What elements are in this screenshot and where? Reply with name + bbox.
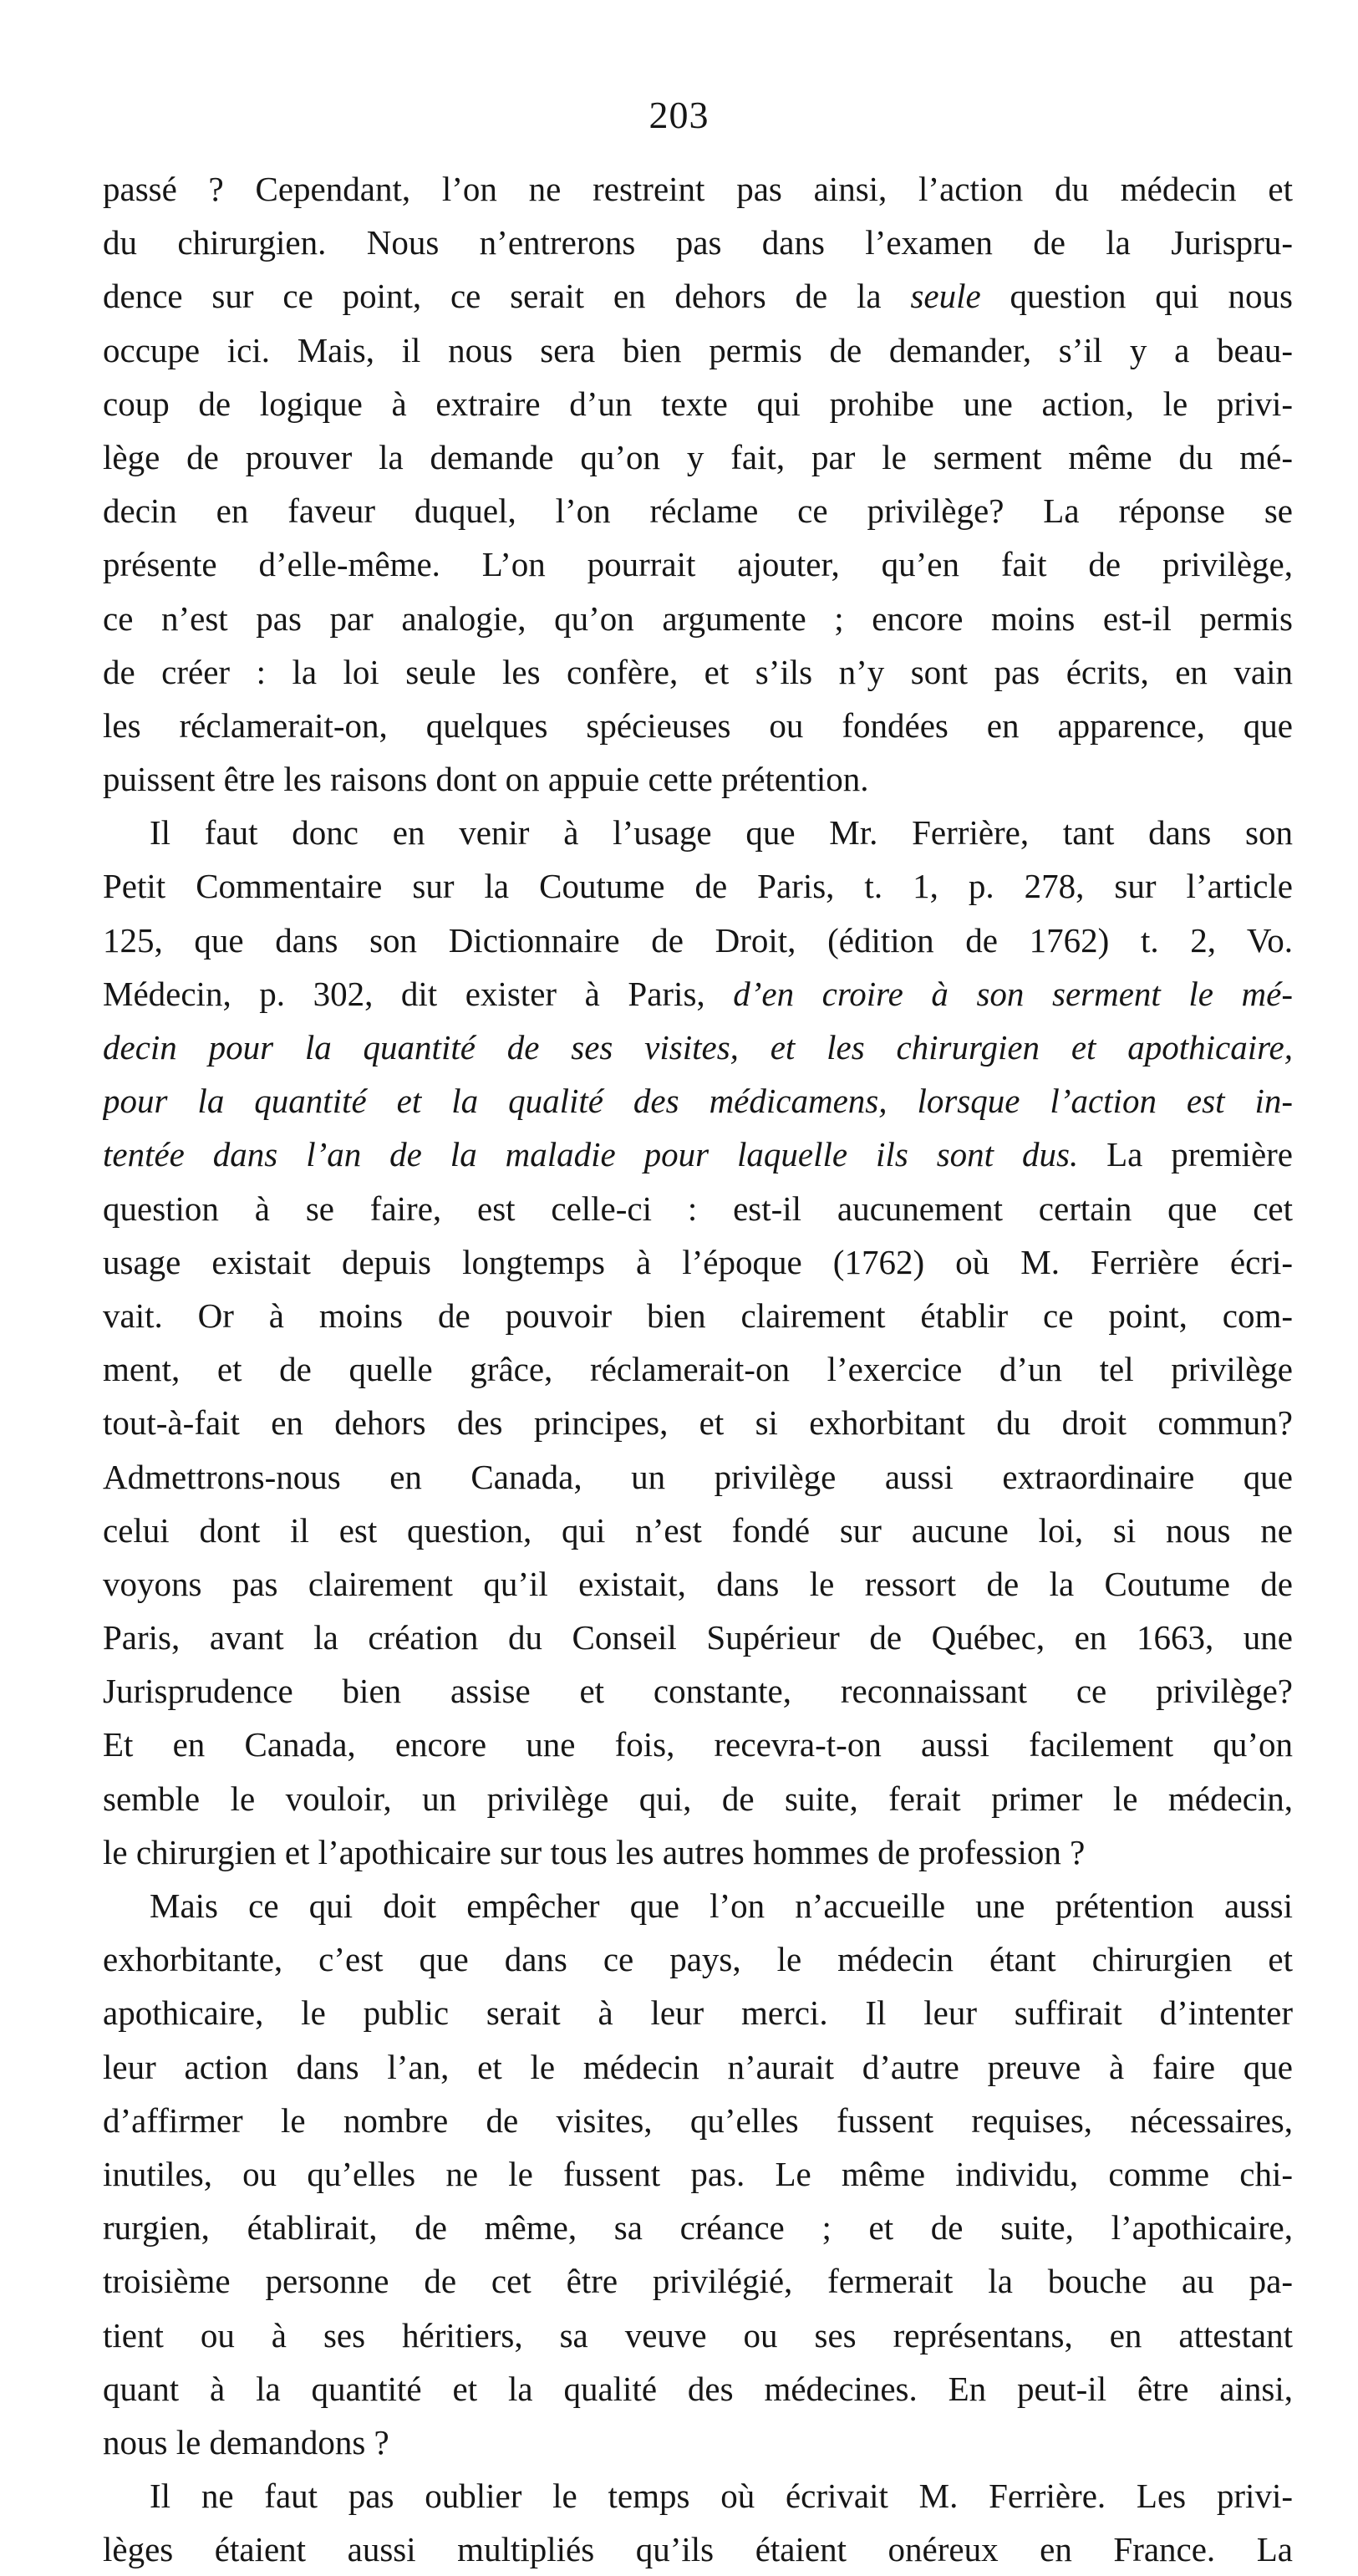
text-line: celui dont il est question, qui n’est fondé sur aucune loi, si nous ne	[103, 1510, 1293, 1550]
text-line	[103, 967, 1293, 1021]
text-line	[103, 269, 1293, 323]
text-line: Il faut donc en venir à l’usage que Mr. Ferrière, tant dans son	[150, 813, 1293, 853]
text-line: apothicaire, le public serait à leur merci. Il leur suffirait d’intenter	[103, 1993, 1293, 2033]
text-segment: dence sur ce point, ce serait en dehors de la	[103, 277, 911, 316]
text-line: lège de prouver la demande qu’on y fait, par le serment même du mé-	[103, 437, 1293, 476]
text-line: 125, que dans son Dictionnaire de Droit, (édition de 1762) t. 2, Vo.	[103, 920, 1293, 960]
text-line: le chirurgien et l’apothicaire sur tous les autres hommes de profession ?	[103, 1832, 1086, 1871]
text-line	[103, 1128, 1293, 1181]
text-line: Et en Canada, encore une fois, recevra-t-on aussi facilement qu’on	[103, 1725, 1293, 1764]
text-segment: question qui nous	[980, 277, 1293, 316]
text-line: passé ? Cependant, l’on ne restreint pas ainsi, l’action du médecin et	[103, 170, 1293, 208]
text-line: vait. Or à moins de pouvoir bien clairement établir ce point, com-	[103, 1296, 1293, 1335]
text-line	[103, 1074, 1293, 1128]
text-line: exhorbitante, c’est que dans ce pays, le médecin étant chirurgien et	[103, 1940, 1293, 1979]
text-line: du chirurgien. Nous n’entrerons pas dans l’examen de la Jurispru-	[103, 223, 1293, 262]
text-line: ment, et de quelle grâce, réclamerait-on l’exercice d’un tel privilège	[103, 1350, 1293, 1389]
text-line: voyons pas clairement qu’il existait, dans le ressort de la Coutume de	[103, 1564, 1293, 1603]
text-line: decin en faveur duquel, l’on réclame ce privilège? La réponse se	[103, 491, 1293, 531]
text-line: Il ne faut pas oublier le temps où écrivait M. Ferrière. Les privi-	[150, 2477, 1293, 2516]
text-line: quant à la quantité et la qualité des médecines. En peut-il être ainsi,	[103, 2369, 1293, 2408]
text-line: ce n’est pas par analogie, qu’on argumente ; encore moins est-il permis	[103, 598, 1293, 638]
text-line: Mais ce qui doit empêcher que l’on n’accueille une prétention aussi	[150, 1886, 1293, 1925]
text-line: question à se faire, est celle-ci : est-il aucunement certain que cet	[103, 1189, 1293, 1228]
text-line: Admettrons-nous en Canada, un privilège aussi extraordinaire que	[103, 1457, 1293, 1496]
text-line: puissent être les raisons dont on appuie cette prétention.	[103, 760, 869, 799]
text-line: inutiles, ou qu’elles ne le fussent pas. Le même individu, comme chi-	[103, 2154, 1293, 2193]
text-segment: Médecin, p. 302, dit exister à Paris,	[103, 974, 734, 1013]
text-line: occupe ici. Mais, il nous sera bien permis de demander, s’il y a beau-	[103, 330, 1293, 369]
text-line: Jurisprudence bien assise et constante, reconnaissant ce privilège?	[103, 1672, 1293, 1711]
italic-text-segment: seule	[910, 277, 981, 316]
text-line: de créer : la loi seule les confère, et s’ils n’y sont pas écrits, en vain	[103, 652, 1293, 691]
text-line: troisième personne de cet être privilégié, fermerait la bouche au pa-	[103, 2262, 1293, 2301]
text-line: présente d’elle-même. L’on pourrait ajouter, qu’en fait de privilège,	[103, 545, 1293, 584]
italic-text-segment: decin pour la quantité de ses visites, et les chirurgien et apothicaire,	[103, 1028, 1293, 1067]
italic-text-segment: d’en croire à son serment le mé-	[733, 974, 1293, 1013]
text-line: rurgien, établirait, de même, sa créance ; et de suite, l’apothicaire,	[103, 2208, 1293, 2248]
text-segment: La première	[1078, 1135, 1293, 1174]
text-line: les réclamerait-on, quelques spécieuses ou fondées en apparence, que	[103, 705, 1293, 745]
text-line: leur action dans l’an, et le médecin n’aurait d’autre preuve à faire que	[103, 2047, 1293, 2086]
italic-text-segment: pour la quantité et la qualité des médicamens, lorsque l’action est in-	[103, 1082, 1293, 1121]
text-line: Paris, avant la création du Conseil Supérieur de Québec, en 1663, une	[103, 1618, 1293, 1657]
body-text	[103, 162, 1293, 2576]
text-line: nous le demandons ?	[103, 2422, 389, 2461]
text-line	[103, 1021, 1293, 1074]
text-line: coup de logique à extraire d’un texte qui prohibe une action, le privi-	[103, 384, 1293, 423]
italic-text-segment: tentée dans l’an de la maladie pour laquelle ils sont dus.	[103, 1135, 1079, 1174]
text-line: usage existait depuis longtemps à l’époque (1762) où M. Ferrière écri-	[103, 1242, 1293, 1281]
text-line: lèges étaient aussi multipliés qu’ils étaient onéreux en France. La	[103, 2530, 1293, 2569]
text-line: d’affirmer le nombre de visites, qu’elles fussent requises, nécessaires,	[103, 2100, 1293, 2140]
text-line: tout-à-fait en dehors des principes, et si exhorbitant du droit commun?	[103, 1403, 1293, 1443]
page-number: 203	[648, 94, 710, 136]
text-line: tient ou à ses héritiers, sa veuve ou ses représentans, en attestant	[103, 2315, 1293, 2355]
text-line: Petit Commentaire sur la Coutume de Paris, t. 1, p. 278, sur l’article	[103, 867, 1293, 906]
text-line: semble le vouloir, un privilège qui, de suite, ferait primer le médecin,	[103, 1779, 1293, 1818]
